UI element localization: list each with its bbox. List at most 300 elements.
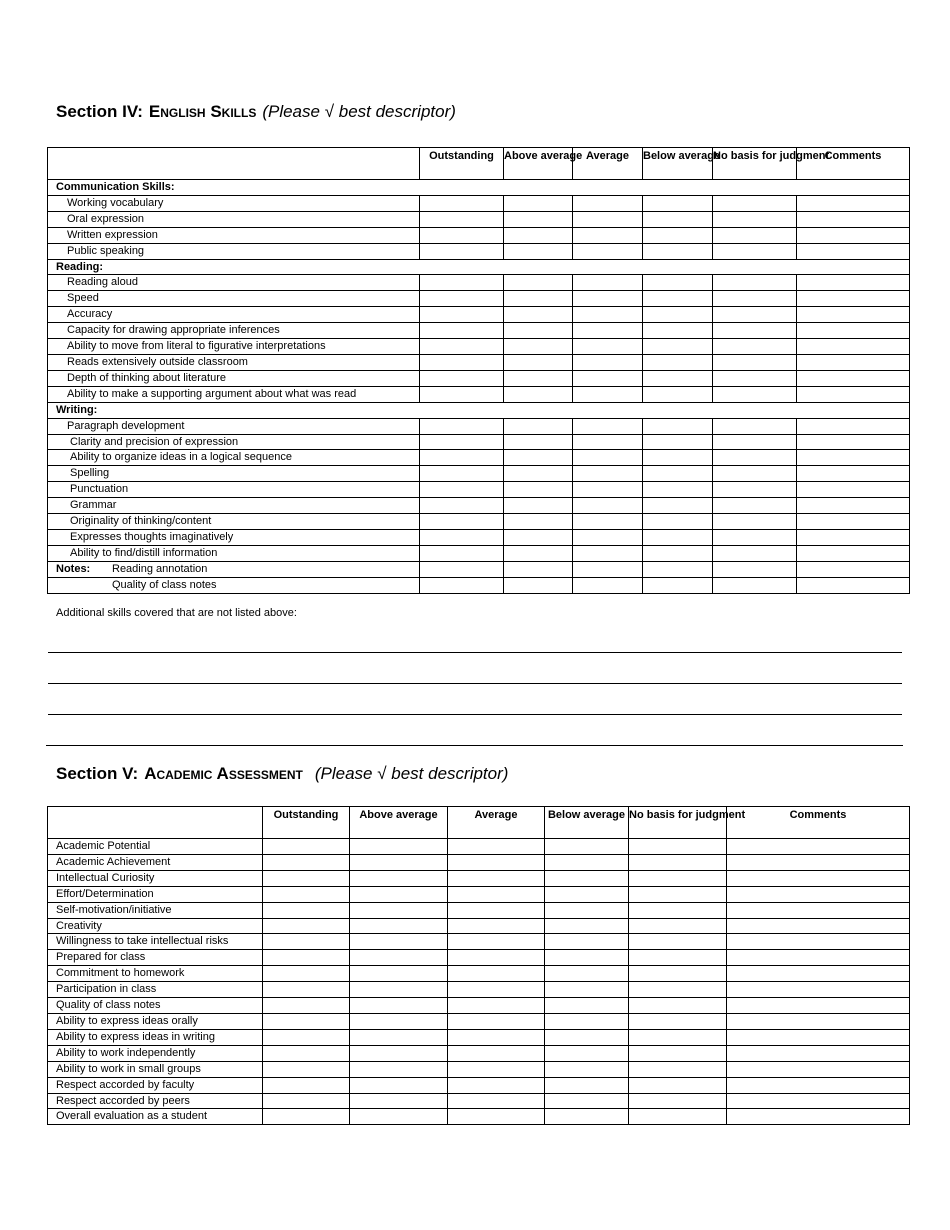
rating-cell[interactable] xyxy=(420,339,504,355)
rating-cell[interactable] xyxy=(448,839,545,855)
rating-cell[interactable] xyxy=(713,545,797,561)
skill-label: Reading aloud xyxy=(48,275,420,291)
rating-cell[interactable] xyxy=(643,195,713,211)
assessment-label: Academic Achievement xyxy=(48,854,263,870)
rating-cell[interactable] xyxy=(263,1093,350,1109)
rating-cell[interactable] xyxy=(350,950,448,966)
rating-cell[interactable] xyxy=(350,1061,448,1077)
rating-cell[interactable] xyxy=(420,450,504,466)
rating-cell[interactable] xyxy=(420,386,504,402)
rating-cell[interactable] xyxy=(713,307,797,323)
rating-cell[interactable] xyxy=(263,886,350,902)
comments-cell[interactable] xyxy=(797,514,910,530)
rating-cell[interactable] xyxy=(545,1045,629,1061)
rating-cell[interactable] xyxy=(504,339,573,355)
additional-skills-line-3[interactable] xyxy=(48,714,902,715)
rating-cell[interactable] xyxy=(263,854,350,870)
rating-cell[interactable] xyxy=(573,418,643,434)
rating-cell[interactable] xyxy=(713,498,797,514)
rating-cell[interactable] xyxy=(643,370,713,386)
rating-cell[interactable] xyxy=(504,275,573,291)
rating-cell[interactable] xyxy=(713,561,797,577)
rating-cell[interactable] xyxy=(350,886,448,902)
rating-cell[interactable] xyxy=(629,982,727,998)
skill-label: Accuracy xyxy=(48,307,420,323)
rating-cell[interactable] xyxy=(643,561,713,577)
rating-cell[interactable] xyxy=(573,386,643,402)
rating-cell[interactable] xyxy=(263,918,350,934)
rating-cell[interactable] xyxy=(629,902,727,918)
rating-cell[interactable] xyxy=(713,386,797,402)
rating-cell[interactable] xyxy=(629,1045,727,1061)
rating-cell[interactable] xyxy=(350,870,448,886)
rating-cell[interactable] xyxy=(448,1093,545,1109)
rating-cell[interactable] xyxy=(629,918,727,934)
rating-cell[interactable] xyxy=(629,934,727,950)
rating-cell[interactable] xyxy=(545,966,629,982)
header-blank xyxy=(48,807,263,839)
rating-cell[interactable] xyxy=(420,211,504,227)
rating-cell[interactable] xyxy=(573,227,643,243)
rating-cell[interactable] xyxy=(448,886,545,902)
rating-cell[interactable] xyxy=(504,545,573,561)
rating-cell[interactable] xyxy=(573,545,643,561)
section-iv-instruction: (Please √ best descriptor) xyxy=(262,102,456,121)
table-row xyxy=(48,370,910,386)
rating-cell[interactable] xyxy=(504,211,573,227)
column-header: No basis for judgment xyxy=(713,148,797,180)
comments-cell[interactable] xyxy=(797,577,910,593)
rating-cell[interactable] xyxy=(420,291,504,307)
table-row xyxy=(48,998,910,1014)
rating-cell[interactable] xyxy=(420,275,504,291)
rating-cell[interactable] xyxy=(263,902,350,918)
rating-cell[interactable] xyxy=(643,323,713,339)
rating-cell[interactable] xyxy=(573,577,643,593)
rating-cell[interactable] xyxy=(713,434,797,450)
table-row xyxy=(48,307,910,323)
table-row xyxy=(48,195,910,211)
rating-cell[interactable] xyxy=(420,529,504,545)
rating-cell[interactable] xyxy=(448,966,545,982)
table-row xyxy=(48,434,910,450)
rating-cell[interactable] xyxy=(263,998,350,1014)
comments-cell[interactable] xyxy=(727,839,910,855)
rating-cell[interactable] xyxy=(504,482,573,498)
rating-cell[interactable] xyxy=(420,370,504,386)
rating-cell[interactable] xyxy=(504,418,573,434)
rating-cell[interactable] xyxy=(629,870,727,886)
rating-cell[interactable] xyxy=(420,482,504,498)
rating-cell[interactable] xyxy=(350,1013,448,1029)
comments-cell[interactable] xyxy=(797,354,910,370)
rating-cell[interactable] xyxy=(545,1013,629,1029)
rating-cell[interactable] xyxy=(448,998,545,1014)
rating-cell[interactable] xyxy=(643,291,713,307)
comments-cell[interactable] xyxy=(797,227,910,243)
rating-cell[interactable] xyxy=(643,466,713,482)
rating-cell[interactable] xyxy=(263,1029,350,1045)
rating-cell[interactable] xyxy=(448,918,545,934)
rating-cell[interactable] xyxy=(263,1013,350,1029)
rating-cell[interactable] xyxy=(504,466,573,482)
rating-cell[interactable] xyxy=(713,370,797,386)
rating-cell[interactable] xyxy=(420,577,504,593)
rating-cell[interactable] xyxy=(350,839,448,855)
rating-cell[interactable] xyxy=(420,545,504,561)
rating-cell[interactable] xyxy=(643,307,713,323)
rating-cell[interactable] xyxy=(545,839,629,855)
comments-cell[interactable] xyxy=(727,870,910,886)
rating-cell[interactable] xyxy=(629,854,727,870)
rating-cell[interactable] xyxy=(448,1045,545,1061)
rating-cell[interactable] xyxy=(629,966,727,982)
rating-cell[interactable] xyxy=(643,482,713,498)
rating-cell[interactable] xyxy=(448,934,545,950)
comments-cell[interactable] xyxy=(797,561,910,577)
rating-cell[interactable] xyxy=(573,466,643,482)
table-row xyxy=(48,1093,910,1109)
rating-cell[interactable] xyxy=(448,902,545,918)
rating-cell[interactable] xyxy=(545,934,629,950)
column-header: Comments xyxy=(727,807,910,839)
column-header: Above average xyxy=(350,807,448,839)
column-header: No basis for judgment xyxy=(629,807,727,839)
rating-cell[interactable] xyxy=(504,195,573,211)
rating-cell[interactable] xyxy=(713,339,797,355)
rating-cell[interactable] xyxy=(545,1061,629,1077)
table-row xyxy=(48,514,910,530)
rating-cell[interactable] xyxy=(713,227,797,243)
comments-cell[interactable] xyxy=(727,902,910,918)
notes-skill-cell xyxy=(48,577,420,593)
rating-cell[interactable] xyxy=(545,854,629,870)
rating-cell[interactable] xyxy=(629,1029,727,1045)
rating-cell[interactable] xyxy=(448,950,545,966)
comments-cell[interactable] xyxy=(727,982,910,998)
assessment-label: Academic Potential xyxy=(48,839,263,855)
category-label: Reading: xyxy=(48,259,910,275)
rating-cell[interactable] xyxy=(504,291,573,307)
comments-cell[interactable] xyxy=(727,934,910,950)
rating-cell[interactable] xyxy=(573,211,643,227)
rating-cell[interactable] xyxy=(263,1077,350,1093)
table-row xyxy=(48,275,910,291)
notes-label: Notes: xyxy=(56,562,91,575)
comments-cell[interactable] xyxy=(797,339,910,355)
rating-cell[interactable] xyxy=(573,450,643,466)
rating-cell[interactable] xyxy=(573,275,643,291)
rating-cell[interactable] xyxy=(573,354,643,370)
rating-cell[interactable] xyxy=(420,307,504,323)
skill-label: Paragraph development xyxy=(48,418,420,434)
rating-cell[interactable] xyxy=(573,514,643,530)
rating-cell[interactable] xyxy=(643,529,713,545)
rating-cell[interactable] xyxy=(504,529,573,545)
rating-cell[interactable] xyxy=(643,211,713,227)
category-row xyxy=(48,180,910,196)
section-v-name: Academic Assessment xyxy=(144,764,303,783)
rating-cell[interactable] xyxy=(504,450,573,466)
rating-cell[interactable] xyxy=(713,577,797,593)
rating-cell[interactable] xyxy=(420,243,504,259)
rating-cell[interactable] xyxy=(573,561,643,577)
rating-cell[interactable] xyxy=(420,323,504,339)
rating-cell[interactable] xyxy=(504,386,573,402)
rating-cell[interactable] xyxy=(629,950,727,966)
rating-cell[interactable] xyxy=(643,577,713,593)
skill-label: Written expression xyxy=(48,227,420,243)
rating-cell[interactable] xyxy=(350,1029,448,1045)
rating-cell[interactable] xyxy=(420,498,504,514)
table-row xyxy=(48,1077,910,1093)
rating-cell[interactable] xyxy=(448,1077,545,1093)
rating-cell[interactable] xyxy=(713,323,797,339)
rating-cell[interactable] xyxy=(643,339,713,355)
comments-cell[interactable] xyxy=(797,545,910,561)
rating-cell[interactable] xyxy=(573,529,643,545)
rating-cell[interactable] xyxy=(573,498,643,514)
table-row xyxy=(48,339,910,355)
rating-cell[interactable] xyxy=(573,243,643,259)
skill-label: Ability to find/distill information xyxy=(48,545,420,561)
rating-cell[interactable] xyxy=(643,275,713,291)
comments-cell[interactable] xyxy=(797,498,910,514)
comments-cell[interactable] xyxy=(797,195,910,211)
rating-cell[interactable] xyxy=(263,839,350,855)
category-row xyxy=(48,259,910,275)
rating-cell[interactable] xyxy=(263,950,350,966)
rating-cell[interactable] xyxy=(713,514,797,530)
rating-cell[interactable] xyxy=(350,998,448,1014)
section-v-instruction: (Please √ best descriptor) xyxy=(314,764,509,783)
rating-cell[interactable] xyxy=(545,1077,629,1093)
rating-cell[interactable] xyxy=(713,482,797,498)
skill-label: Reading annotation xyxy=(112,562,208,575)
rating-cell[interactable] xyxy=(713,291,797,307)
comments-cell[interactable] xyxy=(797,291,910,307)
rating-cell[interactable] xyxy=(545,886,629,902)
rating-cell[interactable] xyxy=(573,339,643,355)
comments-cell[interactable] xyxy=(797,434,910,450)
rating-cell[interactable] xyxy=(713,354,797,370)
rating-cell[interactable] xyxy=(448,1061,545,1077)
assessment-label: Overall evaluation as a student xyxy=(48,1109,263,1125)
rating-cell[interactable] xyxy=(420,227,504,243)
rating-cell[interactable] xyxy=(420,514,504,530)
rating-cell[interactable] xyxy=(504,434,573,450)
section-divider-line xyxy=(46,745,903,746)
rating-cell[interactable] xyxy=(713,243,797,259)
comments-cell[interactable] xyxy=(797,323,910,339)
rating-cell[interactable] xyxy=(545,1109,629,1125)
rating-cell[interactable] xyxy=(504,577,573,593)
rating-cell[interactable] xyxy=(713,466,797,482)
comments-cell[interactable] xyxy=(797,211,910,227)
rating-cell[interactable] xyxy=(545,918,629,934)
comments-cell[interactable] xyxy=(727,998,910,1014)
table-row xyxy=(48,386,910,402)
rating-cell[interactable] xyxy=(545,902,629,918)
rating-cell[interactable] xyxy=(420,195,504,211)
table-row xyxy=(48,982,910,998)
rating-cell[interactable] xyxy=(545,998,629,1014)
skill-label: Expresses thoughts imaginatively xyxy=(48,529,420,545)
skill-label: Working vocabulary xyxy=(48,195,420,211)
rating-cell[interactable] xyxy=(545,870,629,886)
rating-cell[interactable] xyxy=(263,982,350,998)
rating-cell[interactable] xyxy=(504,354,573,370)
rating-cell[interactable] xyxy=(350,918,448,934)
comments-cell[interactable] xyxy=(727,918,910,934)
table-row xyxy=(48,498,910,514)
rating-cell[interactable] xyxy=(504,498,573,514)
comments-cell[interactable] xyxy=(797,275,910,291)
rating-cell[interactable] xyxy=(350,1109,448,1125)
rating-cell[interactable] xyxy=(643,227,713,243)
comments-cell[interactable] xyxy=(727,1045,910,1061)
rating-cell[interactable] xyxy=(573,434,643,450)
rating-cell[interactable] xyxy=(350,982,448,998)
rating-cell[interactable] xyxy=(643,354,713,370)
comments-cell[interactable] xyxy=(797,418,910,434)
rating-cell[interactable] xyxy=(504,323,573,339)
rating-cell[interactable] xyxy=(350,854,448,870)
rating-cell[interactable] xyxy=(643,498,713,514)
rating-cell[interactable] xyxy=(263,966,350,982)
comments-cell[interactable] xyxy=(727,1029,910,1045)
comments-cell[interactable] xyxy=(727,854,910,870)
rating-cell[interactable] xyxy=(713,195,797,211)
rating-cell[interactable] xyxy=(573,482,643,498)
comments-cell[interactable] xyxy=(797,370,910,386)
comments-cell[interactable] xyxy=(727,1109,910,1125)
comments-cell[interactable] xyxy=(797,466,910,482)
comments-cell[interactable] xyxy=(797,482,910,498)
comments-cell[interactable] xyxy=(727,886,910,902)
assessment-label: Creativity xyxy=(48,918,263,934)
additional-skills-prompt: Additional skills covered that are not listed above: xyxy=(56,607,297,619)
comments-cell[interactable] xyxy=(727,1077,910,1093)
rating-cell[interactable] xyxy=(263,1109,350,1125)
rating-cell[interactable] xyxy=(629,1093,727,1109)
rating-cell[interactable] xyxy=(643,434,713,450)
comments-cell[interactable] xyxy=(797,450,910,466)
rating-cell[interactable] xyxy=(629,998,727,1014)
rating-cell[interactable] xyxy=(713,211,797,227)
rating-cell[interactable] xyxy=(573,307,643,323)
rating-cell[interactable] xyxy=(629,1013,727,1029)
rating-cell[interactable] xyxy=(448,1013,545,1029)
rating-cell[interactable] xyxy=(629,1077,727,1093)
rating-cell[interactable] xyxy=(350,1045,448,1061)
rating-cell[interactable] xyxy=(629,839,727,855)
rating-cell[interactable] xyxy=(713,529,797,545)
rating-cell[interactable] xyxy=(573,370,643,386)
rating-cell[interactable] xyxy=(420,354,504,370)
comments-cell[interactable] xyxy=(727,1061,910,1077)
table-row xyxy=(48,1045,910,1061)
rating-cell[interactable] xyxy=(573,291,643,307)
rating-cell[interactable] xyxy=(420,561,504,577)
rating-cell[interactable] xyxy=(350,966,448,982)
rating-cell[interactable] xyxy=(643,243,713,259)
table-header-row xyxy=(48,148,910,180)
rating-cell[interactable] xyxy=(420,466,504,482)
rating-cell[interactable] xyxy=(350,1093,448,1109)
rating-cell[interactable] xyxy=(713,450,797,466)
rating-cell[interactable] xyxy=(643,545,713,561)
rating-cell[interactable] xyxy=(643,514,713,530)
rating-cell[interactable] xyxy=(643,450,713,466)
rating-cell[interactable] xyxy=(629,886,727,902)
rating-cell[interactable] xyxy=(350,934,448,950)
rating-cell[interactable] xyxy=(448,870,545,886)
rating-cell[interactable] xyxy=(713,418,797,434)
rating-cell[interactable] xyxy=(713,275,797,291)
rating-cell[interactable] xyxy=(545,950,629,966)
column-header: Comments xyxy=(797,148,910,180)
rating-cell[interactable] xyxy=(263,870,350,886)
rating-cell[interactable] xyxy=(350,1077,448,1093)
rating-cell[interactable] xyxy=(420,434,504,450)
rating-cell[interactable] xyxy=(448,982,545,998)
table-row xyxy=(48,227,910,243)
comments-cell[interactable] xyxy=(727,1013,910,1029)
rating-cell[interactable] xyxy=(573,323,643,339)
rating-cell[interactable] xyxy=(643,418,713,434)
rating-cell[interactable] xyxy=(420,418,504,434)
rating-cell[interactable] xyxy=(350,902,448,918)
table-row xyxy=(48,450,910,466)
rating-cell[interactable] xyxy=(504,227,573,243)
rating-cell[interactable] xyxy=(263,1045,350,1061)
rating-cell[interactable] xyxy=(504,561,573,577)
rating-cell[interactable] xyxy=(448,854,545,870)
rating-cell[interactable] xyxy=(504,243,573,259)
comments-cell[interactable] xyxy=(727,966,910,982)
rating-cell[interactable] xyxy=(263,1061,350,1077)
rating-cell[interactable] xyxy=(263,934,350,950)
comments-cell[interactable] xyxy=(727,1093,910,1109)
rating-cell[interactable] xyxy=(545,1029,629,1045)
assessment-label: Respect accorded by peers xyxy=(48,1093,263,1109)
section-iv-name: English Skills xyxy=(148,102,257,121)
rating-cell[interactable] xyxy=(573,195,643,211)
rating-cell[interactable] xyxy=(448,1029,545,1045)
rating-cell[interactable] xyxy=(504,370,573,386)
comments-cell[interactable] xyxy=(797,529,910,545)
rating-cell[interactable] xyxy=(504,307,573,323)
additional-skills-line-1[interactable] xyxy=(48,652,902,653)
rating-cell[interactable] xyxy=(643,386,713,402)
comments-cell[interactable] xyxy=(727,950,910,966)
additional-skills-line-2[interactable] xyxy=(48,683,902,684)
table-row xyxy=(48,545,910,561)
rating-cell[interactable] xyxy=(629,1061,727,1077)
section-v-number: Section V: xyxy=(56,764,139,783)
comments-cell[interactable] xyxy=(797,386,910,402)
rating-cell[interactable] xyxy=(545,982,629,998)
rating-cell[interactable] xyxy=(504,514,573,530)
skill-label: Oral expression xyxy=(48,211,420,227)
comments-cell[interactable] xyxy=(797,307,910,323)
rating-cell[interactable] xyxy=(448,1109,545,1125)
comments-cell[interactable] xyxy=(797,243,910,259)
skill-label: Ability to make a supporting argument about what was read xyxy=(48,386,420,402)
rating-cell[interactable] xyxy=(629,1109,727,1125)
rating-cell[interactable] xyxy=(545,1093,629,1109)
